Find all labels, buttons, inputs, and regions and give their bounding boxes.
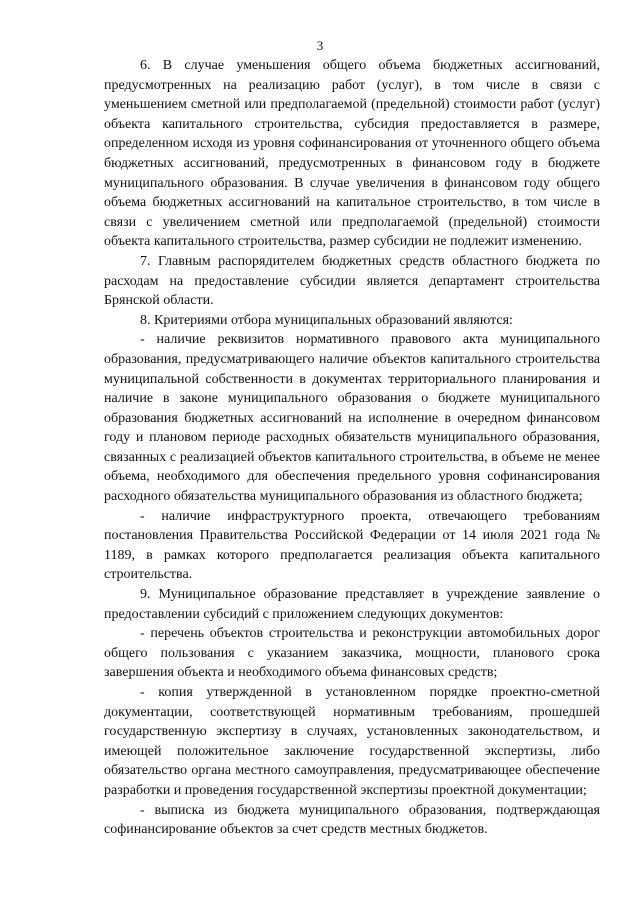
criteria-item-normative-act: - наличие реквизитов нормативного правового акта муниципального образования, предусматривающего наличие объектов капитального строительства муниципальной собственности в документах территориального планирования и наличие в законе муниципального образования о бюджете муниципального образования бюджетных ассигнований на исполнение в очередном финансовом году и плановом периоде расходных обязательств муниципального образования, связанных с реализацией объектов капитального строительства, в объеме не менее объема, необходимого для обеспечения предельного уровня софинансирования расходного обязательства муниципального образования из областного бюджета; xyxy=(104,332,600,505)
document-item-budget-extract: - выписка из бюджета муниципального образования, подтверждающая софинансирование объектов за счет средств местных бюджетов. xyxy=(104,802,600,838)
paragraph-8-selection-criteria: 8. Критериями отбора муниципальных образований являются: xyxy=(140,312,513,328)
document-body xyxy=(104,56,600,840)
document-item-object-list: - перечень объектов строительства и реконструкции автомобильных дорог общего пользования с указанием заказчика, мощности, планового срока завершения объекта и необходимого объема финансовых средств; xyxy=(104,626,600,681)
paragraph-7-main-manager: 7. Главным распорядителем бюджетных средств областного бюджета по расходам на предоставление субсидии является департамент строительства Брянской области. xyxy=(104,253,600,309)
paragraph-9-application: 9. Муниципальное образование представляет в учреждение заявление о предоставлении субсидий с приложением следующих документов: xyxy=(104,587,600,622)
paragraph-6-budget-reduction: 6. В случае уменьшения общего объема бюджетных ассигнований, предусмотренных на реализацию работ (услуг), в том числе в связи с уменьшением сметной или предполагаемой (предельной) стоимости работ (услуг) объекта капитального строительства, субсидия предоставляется в размере, определенном исходя из уровня софинансирования от уточненного общего объема бюджетных ассигнований, предусмотренных в финансовом году в бюджете муниципального образования. В случае увеличения в финансовом году общего объема бюджетных ассигнований на капитальное строительство, в том числе в связи с увеличением сметной или предполагаемой (предельной) стоимости объекта капитального строительства, размер субсидии не подлежит изменению. xyxy=(104,58,600,250)
document-item-design-estimate-copy: - копия утвержденной в установленном порядке проектно-сметной документации, соответствующей нормативным требованиям, прошедшей государственную экспертизу в случаях, установленных законодательством, и имеющей положительное заключение государственной экспертизы, либо обязательство органа местного самоуправления, предусматривающее обеспечение разработки и проведения государственной экспертизы проектной документации; xyxy=(104,685,600,798)
page-number: 3 xyxy=(316,38,324,53)
criteria-item-infrastructure-project: - наличие инфраструктурного проекта, отвечающего требованиям постановления Правительства Российской Федерации от 14 июля 2021 года № 1189, в рамках которого предполагается реализация объекта капитального строительства. xyxy=(104,508,600,583)
